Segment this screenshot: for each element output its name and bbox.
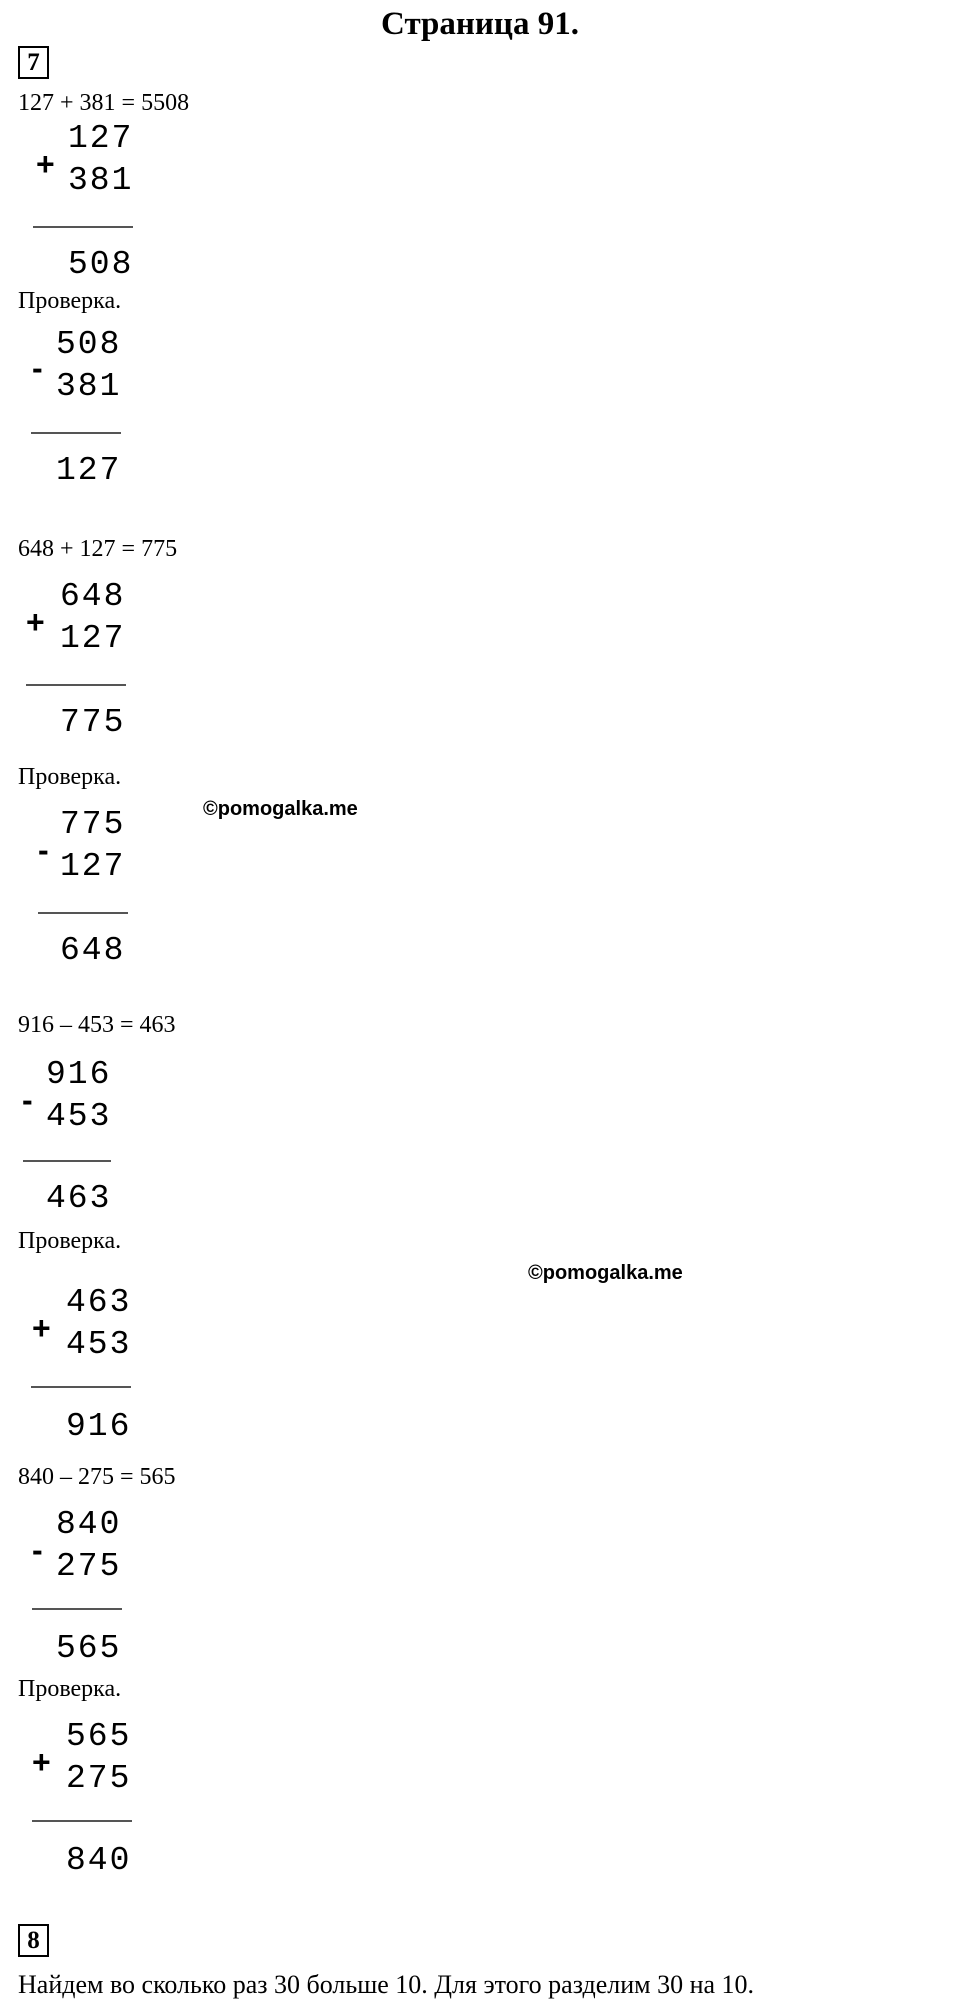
operand-bottom: 381: [56, 368, 122, 405]
operation-sign: -: [22, 1082, 33, 1118]
operation-sign: -: [38, 832, 49, 868]
watermark: ©pomogalka.me: [528, 1262, 683, 1284]
result: 508: [68, 246, 134, 283]
result: 775: [60, 704, 126, 741]
page-title: Страница 91.: [381, 6, 579, 42]
operand-bottom: 453: [46, 1098, 112, 1135]
watermark: ©pomogalka.me: [203, 798, 358, 820]
operand-bottom: 453: [66, 1326, 132, 1363]
column-calculation: [30, 1504, 190, 1704]
operand-top: 508: [56, 326, 122, 363]
operand-bottom: 127: [60, 848, 126, 885]
result: 648: [60, 932, 126, 969]
operation-sign: +: [32, 1310, 51, 1346]
operand-bottom: 275: [56, 1548, 122, 1585]
result-line: [31, 1386, 131, 1388]
equation: 916 – 453 = 463: [18, 1012, 176, 1038]
check-label: Проверка.: [18, 1676, 122, 1702]
result-line: [32, 1820, 132, 1822]
column-calculation: [24, 576, 184, 776]
operand-top: 127: [68, 120, 134, 157]
task-number-8: 8: [18, 1924, 49, 1957]
result-line: [26, 684, 126, 686]
operand-top: 565: [66, 1718, 132, 1755]
result: 916: [66, 1408, 132, 1445]
operation-sign: -: [32, 1532, 43, 1568]
operand-top: 463: [66, 1284, 132, 1321]
operation-sign: +: [26, 604, 45, 640]
equation: 127 + 381 = 5508: [18, 90, 190, 116]
column-calculation: [22, 1054, 182, 1254]
result: 127: [56, 452, 122, 489]
operand-top: 775: [60, 806, 126, 843]
check-label: Проверка.: [18, 764, 122, 790]
task-8-text: Найдем во сколько раз 30 больше 10. Для этого разделим 30 на 10.: [18, 1970, 755, 1999]
operation-sign: -: [32, 350, 43, 386]
equation: 840 – 275 = 565: [18, 1464, 176, 1490]
equation: 648 + 127 = 775: [18, 536, 178, 562]
check-calculation: [30, 1282, 190, 1482]
result-line: [23, 1160, 111, 1162]
result: 463: [46, 1180, 112, 1217]
operation-sign: +: [32, 1744, 51, 1780]
operand-bottom: 381: [68, 162, 134, 199]
operand-top: 916: [46, 1056, 112, 1093]
check-calculation: [30, 1716, 190, 1916]
operand-bottom: 275: [66, 1760, 132, 1797]
result: 565: [56, 1630, 122, 1667]
check-label: Проверка.: [18, 288, 122, 314]
result-line: [31, 432, 121, 434]
result-line: [33, 226, 133, 228]
check-label: Проверка.: [18, 1228, 122, 1254]
operation-sign: +: [36, 146, 55, 182]
operand-bottom: 127: [60, 620, 126, 657]
result: 840: [66, 1842, 132, 1879]
task-number-7: 7: [18, 46, 49, 79]
result-line: [32, 1608, 122, 1610]
operand-top: 840: [56, 1506, 122, 1543]
result-line: [38, 912, 128, 914]
check-calculation: [36, 804, 196, 1004]
operand-top: 648: [60, 578, 126, 615]
check-calculation: [30, 324, 190, 524]
